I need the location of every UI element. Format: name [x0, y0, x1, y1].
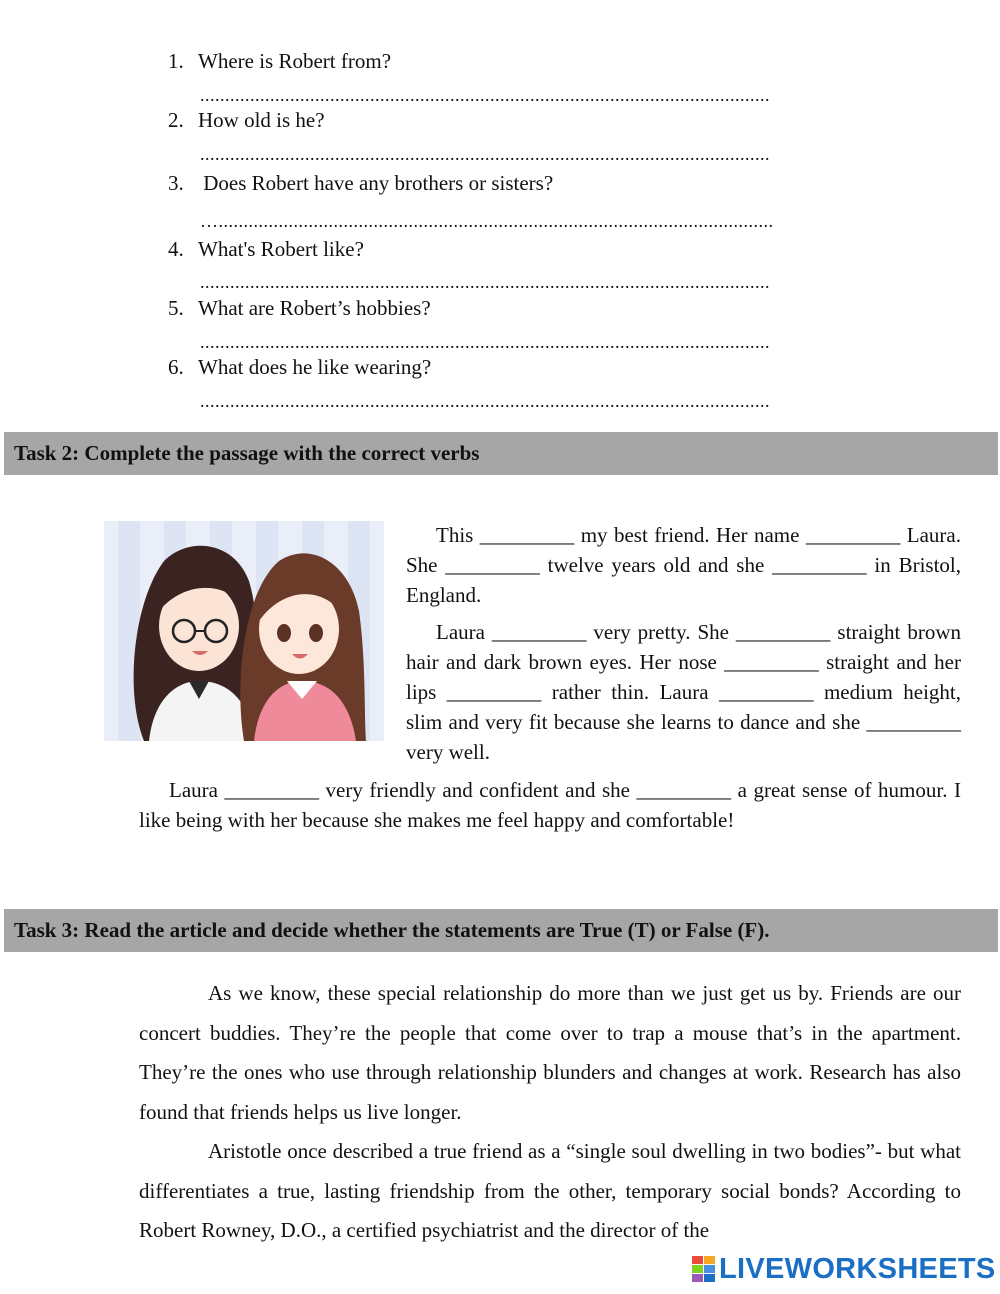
task3-paragraph-2: Aristotle once described a true friend as a “single soul dwelling in two bodies”- but what differentiates a true, lasting friendship from the other, temporary social bonds? According to Robert Rowney, D.O., a certified psychiatrist and the director of the — [139, 1139, 961, 1242]
task2-paragraph-1: This _________ my best friend. Her name _________ Laura. She _________ twelve years old and she _________ in Bristol, England. — [406, 523, 961, 607]
answer-line-1[interactable]: .................................................................................................................. — [200, 86, 770, 104]
question-3 — [168, 171, 553, 195]
question-text: What's Robert like? — [198, 237, 364, 261]
question-number: 3. — [168, 171, 184, 195]
question-number: 6. — [168, 355, 184, 379]
question-number: 4. — [168, 237, 184, 261]
question-1 — [168, 49, 391, 73]
question-number: 1. — [168, 49, 184, 73]
logo-blocks-icon — [692, 1256, 716, 1282]
task2-heading: Task 2: Complete the passage with the correct verbs — [4, 432, 998, 475]
question-number: 2. — [168, 108, 184, 132]
question-text: What does he like wearing? — [198, 355, 432, 379]
question-2 — [168, 108, 325, 132]
question-text: What are Robert’s hobbies? — [198, 296, 431, 320]
question-text: Does Robert have any brothers or sisters? — [198, 171, 554, 195]
task2-paragraph-2: Laura _________ very pretty. She _________ straight brown hair and dark brown eyes. Her nose _________ straight and her lips _________ rather thin. Laura _________ medium height, slim and very fit because she learns to dance and she _________ very well. — [406, 620, 961, 764]
answer-line-2[interactable]: .................................................................................................................. — [200, 145, 770, 163]
answer-line-4[interactable]: .................................................................................................................. — [200, 273, 770, 291]
two-girls-illustration — [104, 521, 384, 741]
logo-text: LIVEWORKSHEETS — [719, 1253, 996, 1285]
question-text: How old is he? — [198, 108, 325, 132]
task2-paragraph-3: Laura _________ very friendly and confident and she _________ a great sense of humour. I like being with her because she makes me feel happy and comfortable! — [139, 778, 961, 832]
question-6 — [168, 355, 431, 379]
answer-line-5[interactable]: .................................................................................................................. — [200, 333, 770, 351]
task3-paragraph-1: As we know, these special relationship do more than we just get us by. Friends are our concert buddies. They’re the people that come over to trap a mouse that’s in the apartment. They’re the ones who use through relationship blunders and changes at work. Research has also found that friends helps us live longer. — [139, 981, 961, 1124]
task3-heading: Task 3: Read the article and decide whether the statements are True (T) or False (F). — [4, 909, 998, 952]
question-5 — [168, 296, 431, 320]
question-4 — [168, 237, 364, 261]
question-number: 5. — [168, 296, 184, 320]
question-text: Where is Robert from? — [198, 49, 392, 73]
answer-line-6[interactable]: .................................................................................................................. — [200, 392, 770, 410]
answer-line-3[interactable]: …............................................................................................................... — [200, 212, 774, 230]
liveworksheets-logo — [692, 1254, 996, 1284]
